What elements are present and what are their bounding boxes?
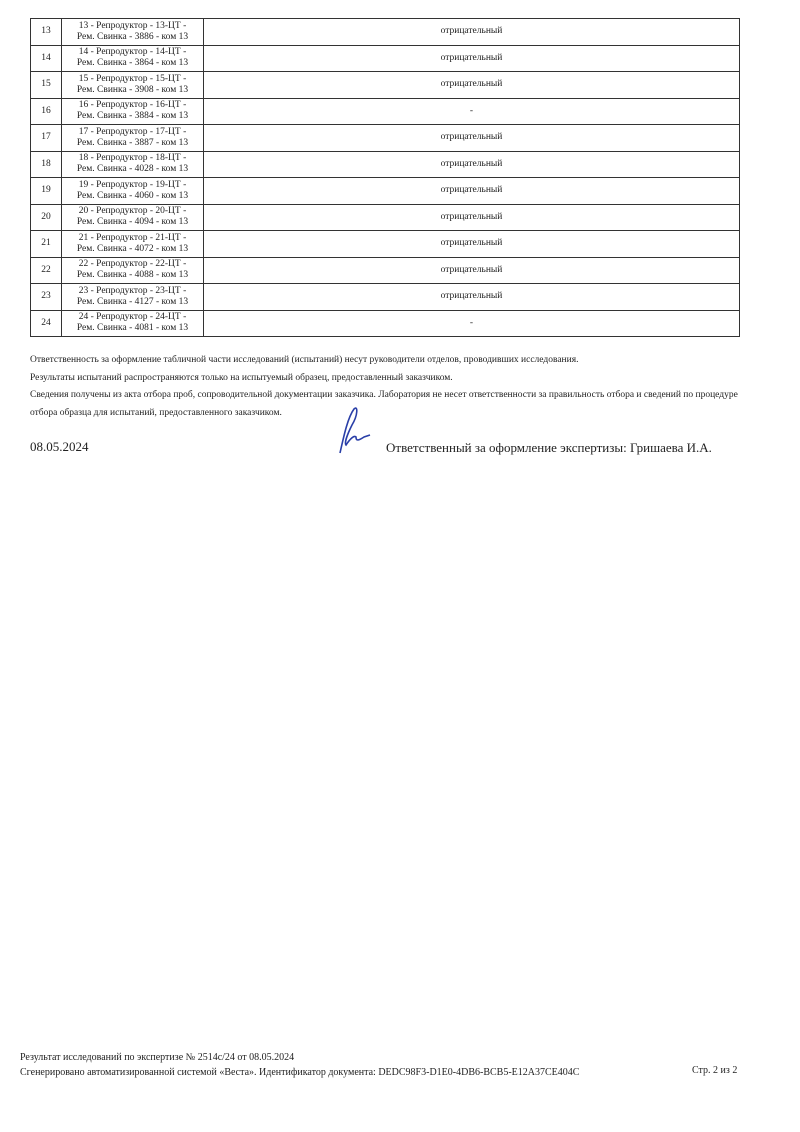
result: отрицательный bbox=[204, 204, 740, 231]
footer bbox=[20, 1050, 579, 1080]
document-date: 08.05.2024 bbox=[30, 439, 89, 454]
sample-name-line2: Рем. Свинка - 4028 - ком 13 bbox=[76, 164, 189, 175]
table-row bbox=[31, 45, 740, 72]
page-number: Стр. 2 из 2 bbox=[692, 1065, 738, 1076]
sample-name-line1: 15 - Репродуктор - 15-ЦТ - bbox=[78, 73, 187, 84]
sample-name-line1: 20 - Репродуктор - 20-ЦТ - bbox=[78, 206, 187, 217]
row-number: 14 bbox=[31, 45, 62, 72]
row-number: 18 bbox=[31, 151, 62, 178]
result: отрицательный bbox=[204, 19, 740, 46]
sample-name bbox=[62, 231, 204, 258]
row-number: 20 bbox=[31, 204, 62, 231]
sample-name-line1: 21 - Репродуктор - 21-ЦТ - bbox=[78, 232, 187, 243]
result: отрицательный bbox=[204, 231, 740, 258]
row-number: 24 bbox=[31, 310, 62, 337]
results-table bbox=[30, 18, 740, 337]
sample-name-line1: 17 - Репродуктор - 17-ЦТ - bbox=[78, 126, 187, 137]
table-row bbox=[31, 310, 740, 337]
sample-name-line2: Рем. Свинка - 3864 - ком 13 bbox=[76, 58, 189, 69]
sample-name-line1: 13 - Репродуктор - 13-ЦТ - bbox=[78, 20, 187, 31]
sample-name bbox=[62, 125, 204, 152]
table-row bbox=[31, 98, 740, 125]
table-row bbox=[31, 284, 740, 311]
result: - bbox=[204, 310, 740, 337]
table-row bbox=[31, 19, 740, 46]
sample-name-line2: Рем. Свинка - 4088 - ком 13 bbox=[76, 270, 189, 281]
row-number: 16 bbox=[31, 98, 62, 125]
sample-name-line1: 22 - Репродуктор - 22-ЦТ - bbox=[78, 259, 187, 270]
table-row bbox=[31, 204, 740, 231]
sample-name-line2: Рем. Свинка - 3887 - ком 13 bbox=[76, 137, 189, 148]
row-number: 13 bbox=[31, 19, 62, 46]
sample-name-line2: Рем. Свинка - 4060 - ком 13 bbox=[76, 190, 189, 201]
sample-name-line1: 23 - Репродуктор - 23-ЦТ - bbox=[78, 285, 187, 296]
note: Сведения получены из акта отбора проб, сопроводительной документации заказчика. Лаборатория не несет ответственности за правильность отбора и сведений по процедуре отбора образца для испытаний, предоставленного заказчиком. bbox=[30, 390, 738, 418]
footer-expertise: Результат исследований по экспертизе № 2514с/24 от 08.05.2024 bbox=[20, 1052, 295, 1063]
sample-name-line2: Рем. Свинка - 4081 - ком 13 bbox=[76, 323, 189, 334]
sample-name bbox=[62, 310, 204, 337]
sample-name bbox=[62, 19, 204, 46]
sample-name-line1: 14 - Репродуктор - 14-ЦТ - bbox=[78, 47, 187, 58]
table-row bbox=[31, 72, 740, 99]
table-row bbox=[31, 125, 740, 152]
note: Результаты испытаний распространяются только на испытуемый образец, предоставленный заказчиком. bbox=[30, 372, 453, 383]
result: отрицательный bbox=[204, 72, 740, 99]
row-number: 23 bbox=[31, 284, 62, 311]
table-row bbox=[31, 257, 740, 284]
row-number: 17 bbox=[31, 125, 62, 152]
responsible-person: Ответственный за оформление экспертизы: Гришаева И.А. bbox=[386, 440, 712, 455]
sample-name-line2: Рем. Свинка - 4072 - ком 13 bbox=[76, 243, 189, 254]
table-row bbox=[31, 178, 740, 205]
result: отрицательный bbox=[204, 178, 740, 205]
row-number: 15 bbox=[31, 72, 62, 99]
table-row bbox=[31, 231, 740, 258]
sample-name-line2: Рем. Свинка - 3908 - ком 13 bbox=[76, 84, 189, 95]
result: отрицательный bbox=[204, 257, 740, 284]
notes bbox=[30, 352, 750, 422]
sample-name bbox=[62, 72, 204, 99]
footer-generated: Сгенерировано автоматизированной системой «Веста». Идентификатор документа: DEDC98F3-D1E0-4DB6-BCB5-E12A37CE404C bbox=[20, 1067, 580, 1078]
sample-name-line2: Рем. Свинка - 4094 - ком 13 bbox=[76, 217, 189, 228]
sample-name-line2: Рем. Свинка - 3884 - ком 13 bbox=[76, 111, 189, 122]
sample-name-line1: 24 - Репродуктор - 24-ЦТ - bbox=[78, 312, 187, 323]
sample-name-line2: Рем. Свинка - 3886 - ком 13 bbox=[76, 31, 189, 42]
result: отрицательный bbox=[204, 151, 740, 178]
sample-name-line1: 19 - Репродуктор - 19-ЦТ - bbox=[78, 179, 187, 190]
signature-icon bbox=[330, 405, 380, 455]
sample-name bbox=[62, 204, 204, 231]
table-row bbox=[31, 151, 740, 178]
sample-name bbox=[62, 257, 204, 284]
sample-name-line2: Рем. Свинка - 4127 - ком 13 bbox=[76, 296, 189, 307]
sample-name bbox=[62, 98, 204, 125]
sample-name-line1: 16 - Репродуктор - 16-ЦТ - bbox=[78, 100, 187, 111]
result: отрицательный bbox=[204, 125, 740, 152]
sample-name bbox=[62, 151, 204, 178]
note: Ответственность за оформление табличной части исследований (испытаний) несут руководители отделов, проводивших исследования. bbox=[30, 355, 579, 365]
sample-name bbox=[62, 284, 204, 311]
result: отрицательный bbox=[204, 284, 740, 311]
row-number: 19 bbox=[31, 178, 62, 205]
sample-name bbox=[62, 178, 204, 205]
result: отрицательный bbox=[204, 45, 740, 72]
row-number: 22 bbox=[31, 257, 62, 284]
sample-name-line1: 18 - Репродуктор - 18-ЦТ - bbox=[78, 153, 187, 164]
row-number: 21 bbox=[31, 231, 62, 258]
result: - bbox=[204, 98, 740, 125]
sample-name bbox=[62, 45, 204, 72]
